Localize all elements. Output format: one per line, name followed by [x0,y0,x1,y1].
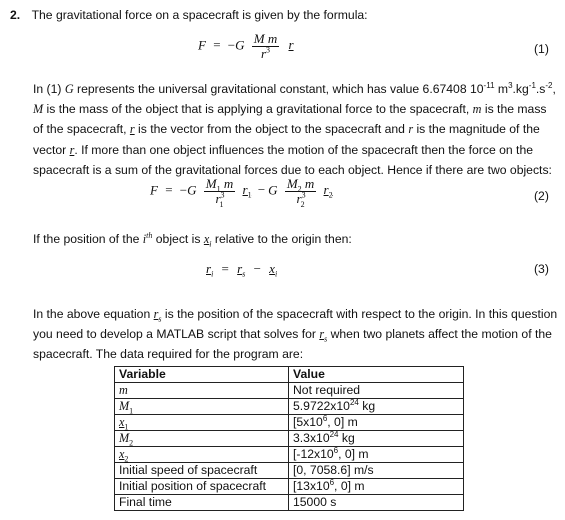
paragraph-1 [33,79,558,180]
cell-value: $5.9722x10^{24}$ kg [289,399,464,415]
equation-1 [198,32,294,61]
eq2-G1: G [187,182,197,198]
eq1-label: (1) [534,42,549,56]
data-table [114,366,464,511]
table-row [115,463,464,479]
eq3-equals: = [221,261,229,276]
cell-value: [$-12x10^6$, 0] m [289,447,464,463]
header-variable: Variable [115,367,289,383]
eq1-G: G [235,37,245,53]
cell-value: [$5x10^6$, 0] m [289,415,464,431]
eq1-lhs: F [198,37,206,53]
eq1-fraction [252,32,279,61]
data-table-wrapper [114,366,464,511]
eq2-vector-2: $r_2$ [323,182,333,201]
para1-line3: of the spacecraft, r is the vector from the object to the spacecraft and r is the magnitude of the [33,122,540,137]
eq3-label: (3) [534,262,549,276]
eq2-numerator-2: $M_2$ m [286,176,315,194]
position-line: If the position of the $i^{th}$ object is $x_i$ relative to the origin then: [33,230,352,249]
table-row [115,399,464,415]
eq3-ri: $r_i$ [206,261,214,279]
question-header [10,8,368,22]
cell-variable: Final time [115,495,289,511]
question-number: 2. [10,8,21,22]
eq1-numerator: M m [253,31,278,46]
para1-line4: vector r. If more than one object influences the motion of the spacecraft then the force on the [33,142,533,157]
eq2-lhs: F [150,182,158,198]
table-row [115,479,464,495]
eq3-xi: $x_i$ [269,261,278,279]
cell-variable: $M_1$ [115,399,289,415]
cell-variable: m [115,383,289,399]
para2-line3: spacecraft. The data required for the program are: [33,347,304,362]
eq2-fraction-1 [204,176,235,209]
cell-value: Not required [289,383,464,399]
eq3-minus: − [253,261,261,276]
table-row [115,495,464,511]
question-intro: The gravitational force on a spacecraft is given by the formula: [31,8,368,22]
table-row [115,383,464,399]
eq2-denominator-2: $r^3_2$ [296,190,306,209]
para1-line1: In (1) G represents the universal gravitational constant, which has value 6.67408 $10^{-11}$ $m^3.kg^{-1}.s^{-2}$, [33,80,556,96]
para2-line1: In the above equation $r_s$ is the position of the spacecraft with respect to the origin. In this question [33,307,558,324]
table-row [115,447,464,463]
cell-value: 15000 s [289,495,464,511]
eq1-equals: = [213,37,221,53]
eq2-numerator-1: $M_1$ m [205,176,234,194]
cell-variable: $M_2$ [115,431,289,447]
equation-3 [206,261,277,277]
cell-value: [$13x10^6$, 0] m [289,479,464,495]
para2-line2: you need to develop a MATLAB script that solves for $r_s$ when two planets affect the motion of the [33,327,552,344]
cell-value: [0, 7058.6] m/s [289,463,464,479]
para1-line5: spacecraft is a sum of the gravitational forces due to each object. Hence if there are two objects: [33,162,552,177]
equation-2 [150,176,333,209]
cell-variable: $x_1$ [115,415,289,431]
cell-variable: $x_2$ [115,447,289,463]
eq2-equals: = [165,182,173,198]
eq1-denominator: $r^3$ [260,45,271,61]
para1-line2: M is the mass of the object that is applying a gravitational force to the spacecraft, m is the mass [33,102,547,117]
eq2-G2: G [268,182,278,198]
eq2-vector-1: $r_1$ [242,182,252,201]
table-row [115,415,464,431]
cell-value: $3.3x10^{24}$ kg [289,431,464,447]
eq2-minus: − [179,182,188,198]
eq2-label: (2) [534,189,549,203]
paragraph-2 [33,304,558,365]
table-header-row [115,367,464,383]
eq2-minus-2: − [257,182,266,198]
eq3-rs: $r_s$ [237,261,246,279]
cell-variable: Initial position of spacecraft [115,479,289,495]
eq1-vector: r [288,37,294,53]
table-row [115,431,464,447]
cell-variable: Initial speed of spacecraft [115,463,289,479]
eq2-denominator-1: $r^3_1$ [215,190,225,209]
header-value: Value [289,367,464,383]
eq1-minus: − [227,37,236,53]
eq2-fraction-2 [285,176,316,209]
